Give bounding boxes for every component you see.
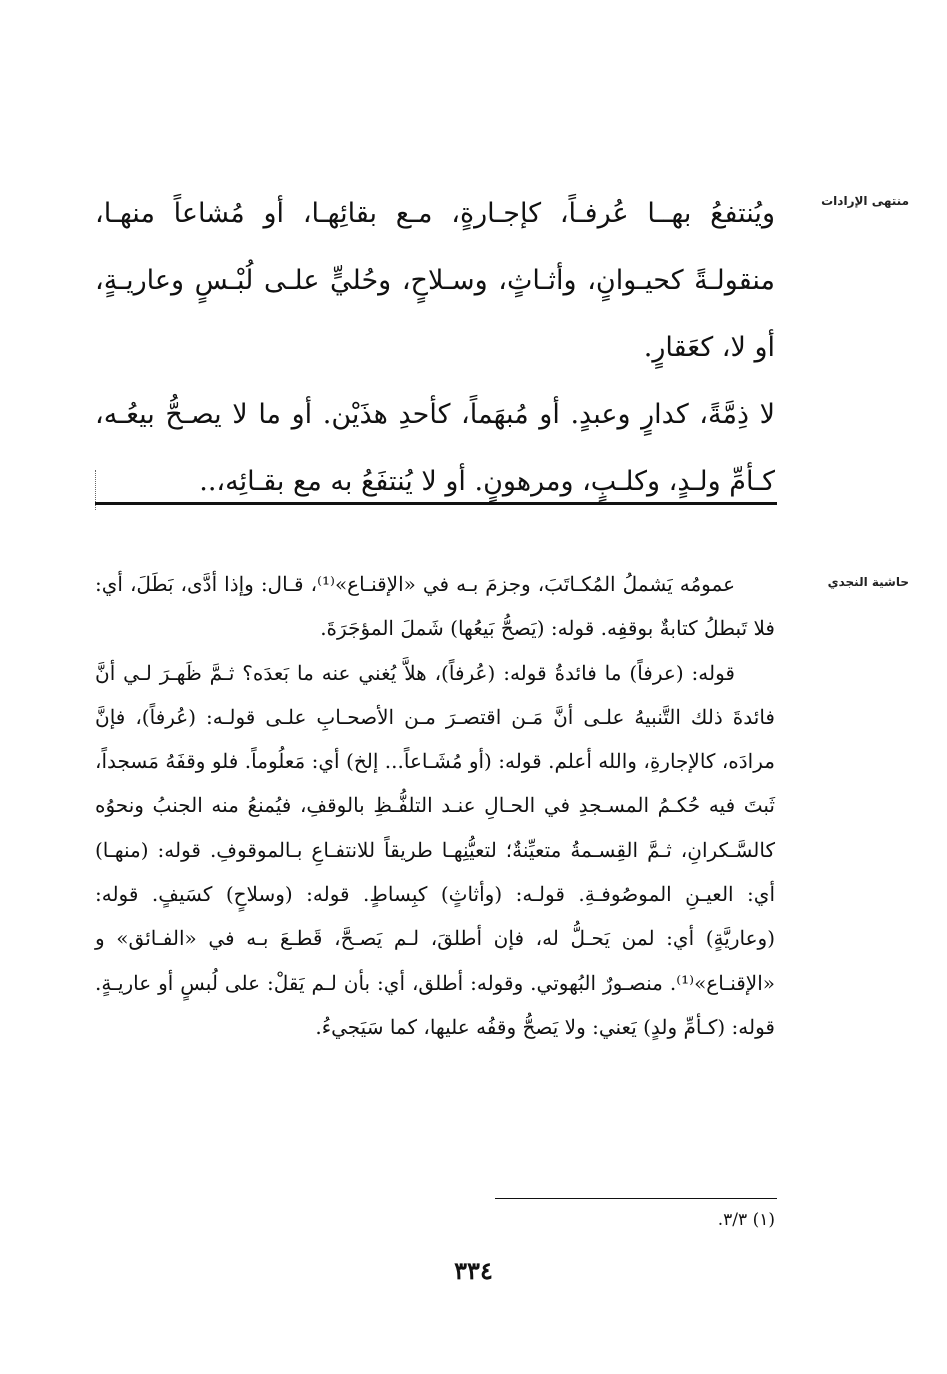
separator-rule <box>95 502 777 505</box>
matn-paragraph-1: ويُنتفعُ بهــا عُرفـاً، كإجـارةٍ، مـع بقائِهـا، أو مُشاعاً منهـا، منقولـةً كحيـوانٍ، وأثـاثٍ، وسـلاحٍ، وحُليٍّ علـى لُبْـسٍ وعاريـةٍ، أو لا، كعَقارٍ. <box>95 198 775 363</box>
matn-paragraph-2: لا ذِمَّةً، كدارٍ وعبدٍ. أو مُبهَماً، كأحدِ هذَيْن. أو ما لا يصـحُّ بيعُـه، كـأمِّ ولـدٍ، وكلـبٍ، ومرهونٍ. أو لا يُنتفَعُ به مع بقـائِه،.. <box>95 399 775 497</box>
footnote: (١) ٣/٣. <box>717 1210 775 1230</box>
page-number: ٣٣٤ <box>454 1256 493 1285</box>
hashiya-text <box>95 562 775 1049</box>
hashiya-paragraph-1: عمومُه يَشملُ المُكـاتَبَ، وجزمَ بـه في «الإقنـاع»⁽¹⁾، قـال: وإذا أدَّى، بَطَلَ، أي: فلا تَبطلُ كتابةٌ بوقفِه. قوله: (يَصحُّ بَيعُها) شَملَ المؤجَرَةَ. <box>95 572 775 641</box>
side-label-matn: منتهى الإرادات <box>821 194 909 208</box>
side-label-hashiya: حاشية النجدي <box>827 575 909 589</box>
hashiya-paragraph-2: قوله: (عرفاً) ما فائدةُ قوله: (عُرفاً)، هلاَّ يُغني عنه ما بَعدَه؟ ثـمَّ ظَهـرَ لـي أنَّ فائدةَ ذلك التَّنبيهُ علـى أنَّ مَـن اقتصـرَ مـن الأصحـابِ علـى قولـه: (عُرفاً)، فإنَّ مرادَه، كالإجارةِ، والله أعلم. قوله: (أو مُشَـاعاً... إلخ) أي: مَعلُوماً. فلو وقفَهُ مَسجداً، ثَبتَ فيه حُكـمُ المسـجدِ في الحـالِ عنـد التلفُّـظِ بالوقفِ، فيُمنعُ منه الجنبُ ونحوُه كالسَّـكرانِ، ثـمَّ القِسـمةُ متعيِّنةٌ؛ لتعيُّنِهـا طريقاً للانتفـاعِ بـالموقوفِ. قوله: (منهـا) أي: العيـنِ الموصُوفـةِ. قولـه: (وأثاثٍ) كبِساطٍ. قوله: (وسلاحٍ) كسَيفٍ. قوله: (وعاريَّةٍ) أي: لمن يَحـلُّ له، فإن أطلقَ، لـم يَصـحَّ، قَطـعَ بـه في «الفـائق» و «الإقنـاع»⁽¹⁾. منصـورٌ البُهوتي. وقوله: أطلق، أي: بأن لـم يَقلْ: على لُبسٍ أو عاريـةٍ. قوله: (كـأمِّ ولدٍ) يَعني: ولا يَصحُّ وقفُه عليها، كما سَيَجيءُ. <box>95 660 775 1039</box>
matn-text <box>95 180 775 515</box>
footnote-rule <box>495 1198 777 1199</box>
